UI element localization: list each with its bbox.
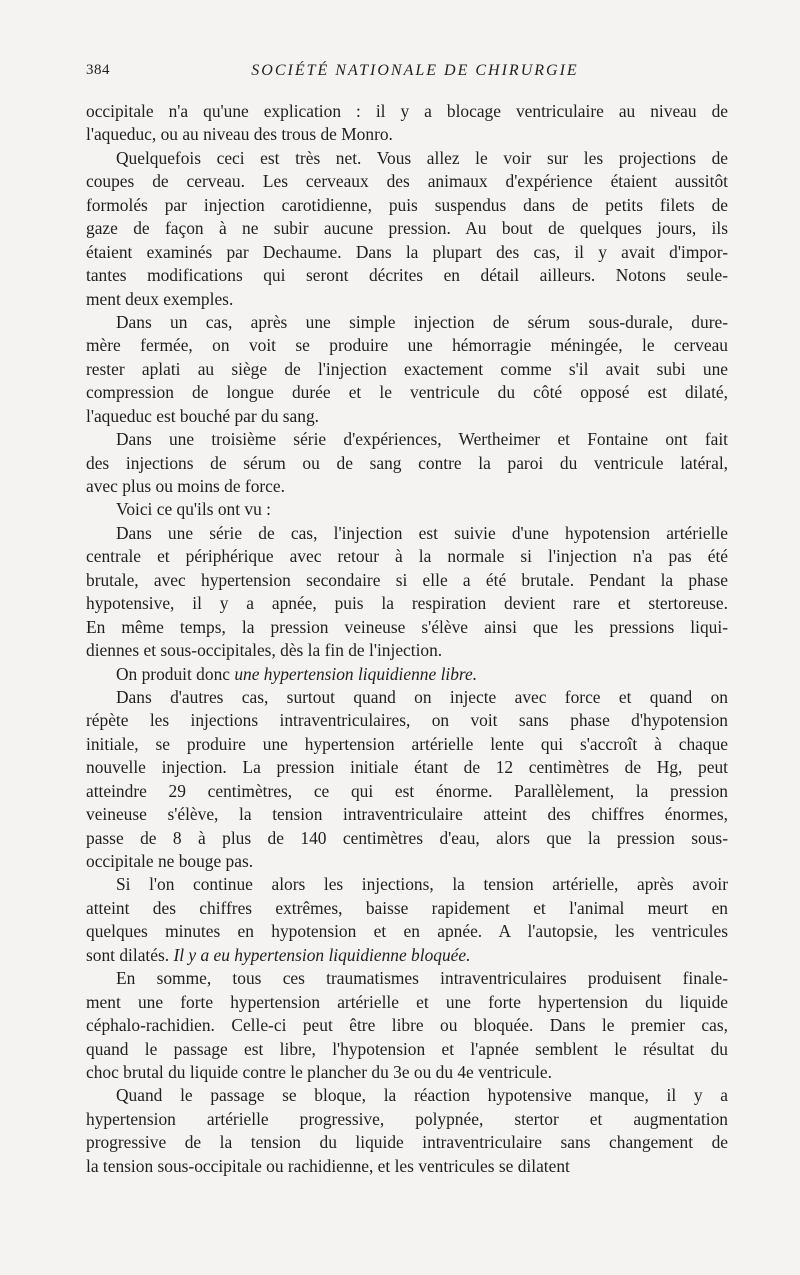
page-number: 384: [86, 62, 110, 78]
line-text: gaze de façon à ne subir aucune pression. Au bout de quelques jours, ils: [86, 218, 728, 239]
text-line: [86, 850, 728, 873]
line-text: la tension sous-occipitale ou rachidienne, et les ventricules se dilatent: [86, 1155, 570, 1176]
text-line: [86, 1155, 728, 1178]
line-text: rester aplati au siège de l'injection exactement comme s'il avait subi une: [86, 358, 728, 379]
text-line: [86, 147, 728, 170]
text-line: [86, 733, 728, 756]
text-line: [86, 756, 728, 779]
text-line: [86, 498, 728, 521]
text-line: [86, 545, 728, 568]
running-title: SOCIÉTÉ NATIONALE DE CHIRURGIE: [251, 62, 579, 79]
line-text: hypertension artérielle progressive, polypnée, stertor et augmentation: [86, 1108, 728, 1129]
italic-text: une hypertension liquidienne libre.: [234, 663, 478, 684]
line-text: étaient examinés par Dechaume. Dans la plupart des cas, il y avait d'impor-: [86, 241, 728, 262]
text-line: [86, 334, 728, 357]
text-line: [86, 264, 728, 287]
line-text: En même temps, la pression veineuse s'élève ainsi que les pressions liqui-: [86, 616, 728, 637]
text-line: [86, 170, 728, 193]
line-text: compression de longue durée et le ventricule du côté opposé est dilaté,: [86, 382, 728, 403]
line-text: progressive de la tension du liquide intraventriculaire sans changement de: [86, 1132, 728, 1153]
italic-text: Il y a eu hypertension liquidienne bloquée.: [173, 944, 471, 965]
line-text: atteint des chiffres extrêmes, baisse rapidement et l'animal meurt en: [86, 897, 728, 918]
text-line: [86, 944, 728, 967]
line-text: l'aqueduc est bouché par du sang.: [86, 405, 319, 426]
line-text: coupes de cerveau. Les cerveaux des animaux d'expérience étaient aussitôt: [86, 171, 728, 192]
body-text: [86, 100, 728, 1178]
line-text: Voici ce qu'ils ont vu :: [116, 499, 271, 520]
text-line: [86, 1131, 728, 1154]
text-line: [86, 358, 728, 381]
line-text: des injections de sérum ou de sang contre la paroi du ventricule latéral,: [86, 452, 728, 473]
line-text: Dans un cas, après une simple injection de sérum sous-durale, dure-: [116, 311, 728, 332]
line-text: céphalo-rachidien. Celle-ci peut être libre ou bloquée. Dans le premier cas,: [86, 1015, 728, 1036]
text-line: [86, 475, 728, 498]
line-text: Dans d'autres cas, surtout quand on injecte avec force et quand on: [116, 686, 728, 707]
line-text: formolés par injection carotidienne, puis suspendus dans de petits filets de: [86, 194, 728, 215]
line-text: répète les injections intraventriculaires, on voit sans phase d'hypotension: [86, 710, 728, 731]
line-text: avec plus ou moins de force.: [86, 476, 285, 496]
text-line: [86, 1061, 728, 1084]
text-line: [86, 288, 728, 311]
line-text: ment deux exemples.: [86, 288, 234, 309]
text-line: [86, 873, 728, 896]
line-text: initiale, se produire une hypertension artérielle lente qui s'accroît à chaque: [86, 733, 728, 754]
text-line: [86, 1084, 728, 1107]
text-line: [86, 709, 728, 732]
text-line: [86, 217, 728, 240]
text-line: [86, 123, 728, 146]
line-text: sont dilatés.: [86, 944, 174, 965]
text-line: [86, 311, 728, 334]
line-text: tantes modifications qui seront décrites en détail ailleurs. Notons seule-: [86, 265, 728, 286]
text-line: [86, 1014, 728, 1037]
line-text: Quand le passage se bloque, la réaction hypotensive manque, il y a: [116, 1085, 728, 1106]
line-text: occipitale ne bouge pas.: [86, 851, 254, 871]
text-line: [86, 405, 728, 428]
text-line: [86, 897, 728, 920]
text-line: [86, 1108, 728, 1131]
line-text: quelques minutes en hypotension et en apnée. A l'autopsie, les ventricules: [86, 921, 728, 942]
text-line: [86, 592, 728, 615]
text-line: [86, 522, 728, 545]
text-line: [86, 639, 728, 662]
text-line: [86, 803, 728, 826]
text-line: [86, 827, 728, 850]
page-header: [86, 62, 744, 86]
line-text: hypotensive, il y a apnée, puis la respiration devient rare et stertoreuse.: [86, 593, 728, 614]
text-line: [86, 780, 728, 803]
text-line: [86, 663, 728, 686]
text-line: [86, 452, 728, 475]
line-text: Si l'on continue alors les injections, la tension artérielle, après avoir: [116, 874, 728, 895]
text-line: [86, 686, 728, 709]
line-text: mère fermée, on voit se produire une hémorragie méningée, le cerveau: [86, 335, 728, 356]
text-line: [86, 100, 728, 123]
text-line: [86, 1038, 728, 1061]
line-text: occipitale n'a qu'une explication : il y a blocage ventriculaire au niveau de: [86, 101, 728, 121]
line-text: passe de 8 à plus de 140 centimètres d'eau, alors que la pression sous-: [86, 827, 728, 848]
line-text: Dans une série de cas, l'injection est suivie d'une hypotension artérielle: [116, 522, 728, 543]
line-text: nouvelle injection. La pression initiale étant de 12 centimètres de Hg, peut: [86, 757, 728, 778]
line-text: En somme, tous ces traumatismes intraventriculaires produisent finale-: [116, 968, 728, 989]
line-text: Quelquefois ceci est très net. Vous allez le voir sur les projections de: [116, 147, 728, 168]
line-text: choc brutal du liquide contre le plancher du 3e ou du 4e ventricule.: [86, 1061, 552, 1082]
text-line: [86, 569, 728, 592]
line-text: brutale, avec hypertension secondaire si elle a été brutale. Pendant la phase: [86, 569, 728, 590]
line-text: ment une forte hypertension artérielle et une forte hypertension du liquide: [86, 991, 728, 1012]
text-line: [86, 920, 728, 943]
line-text: l'aqueduc, ou au niveau des trous de Monro.: [86, 124, 393, 145]
text-line: [86, 241, 728, 264]
line-text: veineuse s'élève, la tension intraventriculaire atteint des chiffres énormes,: [86, 804, 728, 825]
line-text: quand le passage est libre, l'hypotension et l'apnée semblent le résultat du: [86, 1038, 728, 1059]
line-text: Dans une troisième série d'expériences, Wertheimer et Fontaine ont fait: [116, 429, 728, 450]
text-line: [86, 428, 728, 451]
text-line: [86, 967, 728, 990]
line-text: atteindre 29 centimètres, ce qui est énorme. Parallèlement, la pression: [86, 780, 728, 801]
line-text: diennes et sous-occipitales, dès la fin de l'injection.: [86, 640, 443, 661]
text-line: [86, 991, 728, 1014]
text-line: [86, 194, 728, 217]
text-line: [86, 616, 728, 639]
text-line: [86, 381, 728, 404]
line-text: On produit donc: [116, 663, 235, 684]
line-text: centrale et périphérique avec retour à la normale si l'injection n'a pas été: [86, 546, 728, 567]
